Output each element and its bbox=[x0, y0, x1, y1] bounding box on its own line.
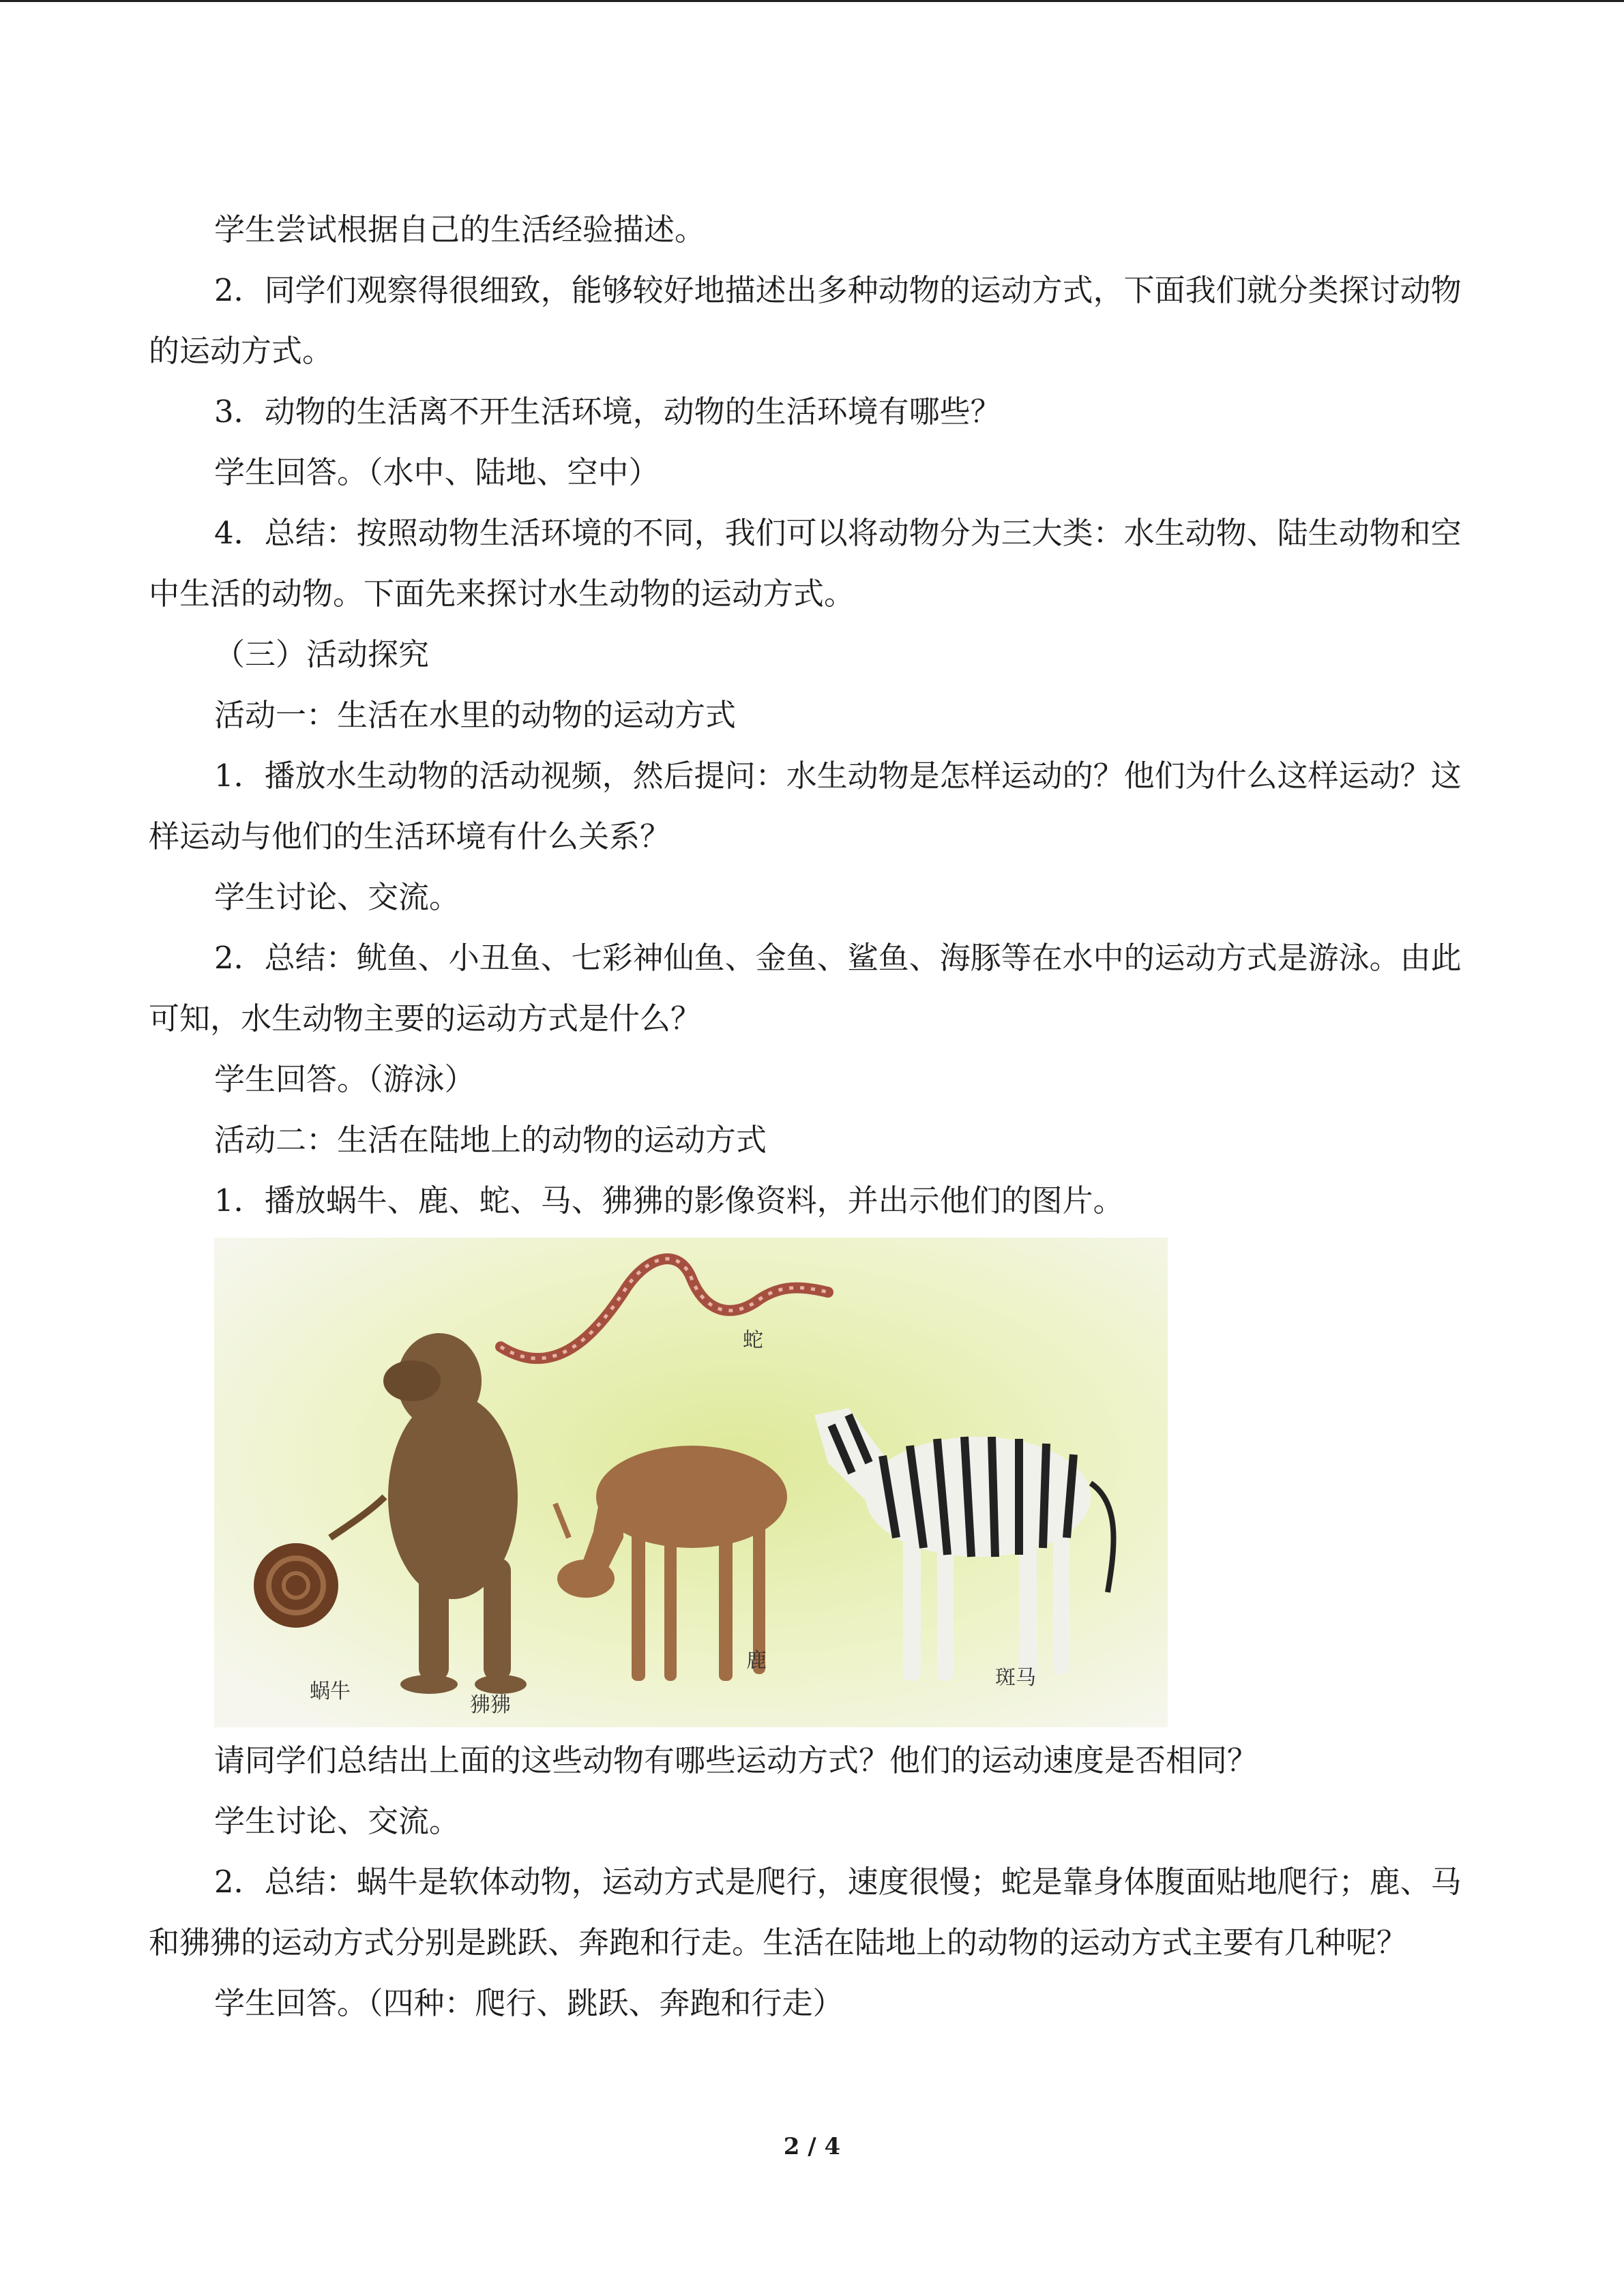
document-body bbox=[149, 199, 1479, 2033]
paragraphs-top bbox=[149, 199, 1479, 1231]
paragraph: 学生回答。（四种：爬行、跳跃、奔跑和行走） bbox=[214, 1985, 844, 2021]
paragraph: 学生回答。（水中、陆地、空中） bbox=[214, 454, 660, 490]
paragraph: 活动一：生活在水里的动物的运动方式 bbox=[214, 697, 737, 733]
label-snake: 蛇 bbox=[743, 1328, 763, 1352]
paragraph: 1．播放蜗牛、鹿、蛇、马、狒狒的影像资料，并出示他们的图片。 bbox=[214, 1182, 1124, 1219]
page-number: 2 / 4 bbox=[783, 2133, 841, 2160]
paragraph: 学生尝试根据自己的生活经验描述。 bbox=[214, 211, 706, 248]
paragraph: （三）活动探究 bbox=[214, 636, 430, 672]
animals-figure bbox=[214, 1238, 1168, 1727]
paragraph: 1．播放水生动物的活动视频，然后提问：水生动物是怎样运动的？他们为什么这样运动？这样运动与他们的生活环境有什么关系？ bbox=[149, 758, 1462, 854]
paragraph: 学生回答。（游泳） bbox=[214, 1061, 475, 1097]
paragraph: 2．总结：鱿鱼、小丑鱼、七彩神仙鱼、金鱼、鲨鱼、海豚等在水中的运动方式是游泳。由此可知，水生动物主要的运动方式是什么？ bbox=[149, 940, 1462, 1037]
page-top-rule bbox=[0, 0, 1624, 2]
paragraph: 请同学们总结出上面的这些动物有哪些运动方式？他们的运动速度是否相同？ bbox=[214, 1742, 1258, 1778]
label-zebra: 斑马 bbox=[995, 1666, 1036, 1690]
label-deer: 鹿 bbox=[746, 1649, 767, 1673]
paragraph: 2．同学们观察得很细致，能够较好地描述出多种动物的运动方式，下面我们就分类探讨动物的运动方式。 bbox=[149, 272, 1462, 369]
animals-illustration bbox=[214, 1238, 1168, 1727]
label-baboon: 狒狒 bbox=[470, 1693, 511, 1717]
paragraphs-bottom bbox=[149, 1730, 1479, 2033]
paragraph: 4．总结：按照动物生活环境的不同，我们可以将动物分为三大类：水生动物、陆生动物和空中生活的动物。下面先来探讨水生动物的运动方式。 bbox=[149, 515, 1462, 612]
label-snail: 蜗牛 bbox=[310, 1680, 351, 1703]
paragraph: 3．动物的生活离不开生活环境，动物的生活环境有哪些？ bbox=[214, 393, 1001, 430]
paragraph: 2．总结：蜗牛是软体动物，运动方式是爬行，速度很慢；蛇是靠身体腹面贴地爬行；鹿、马和狒狒的运动方式分别是跳跃、奔跑和行走。生活在陆地上的动物的运动方式主要有几种呢？ bbox=[149, 1864, 1462, 1960]
paragraph: 学生讨论、交流。 bbox=[214, 879, 460, 915]
paragraph: 学生讨论、交流。 bbox=[214, 1803, 460, 1839]
paragraph: 活动二：生活在陆地上的动物的运动方式 bbox=[214, 1122, 767, 1158]
